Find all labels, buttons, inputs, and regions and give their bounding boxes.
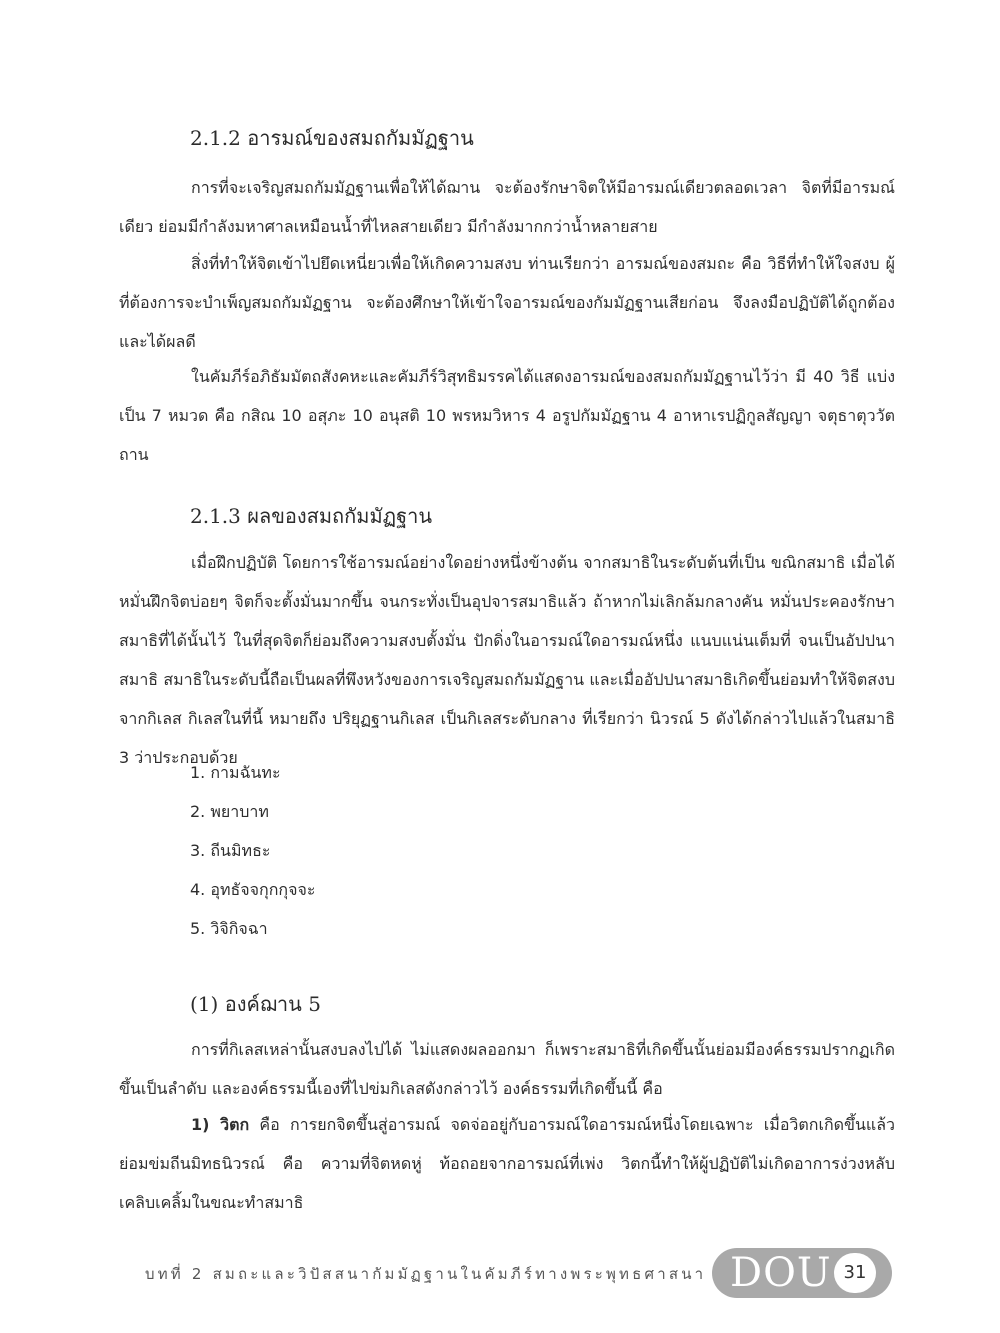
paragraph: สิ่งที่ทำให้จิตเข้าไปยึดเหนี่ยวเพื่อให้เกิดความสงบ ท่านเรียกว่า อารมณ์ของสมถะ คือ วิธีที่ทำให้ใจสงบ ผู้ที่ต้องการจะบำเพ็ญสมถกัมมัฏฐาน จะต้องศึกษาให้เข้าใจอารมณ์ของกัมมัฏฐานเสียก่อน จึงลงมือปฏิบัติได้ถูกต้องและได้ผลดี: [119, 254, 895, 351]
list-item: 1. กามฉันทะ: [190, 763, 281, 782]
subsection-heading-jhana: (1) องค์ฌาน 5: [190, 992, 321, 1016]
section-heading-2-1-3: 2.1.3 ผลของสมถกัมมัฏฐาน: [190, 504, 433, 528]
paragraph: เมื่อฝึกปฏิบัติ โดยการใช้อารมณ์อย่างใดอย่างหนึ่งข้างต้น จากสมาธิในระดับต้นที่เป็น ขณิกสมาธิ เมื่อได้หมั่นฝึกจิตบ่อยๆ จิตก็จะตั้งมั่นมากขึ้น จนกระทั่งเป็นอุปจารสมาธิแล้ว ถ้าหากไม่เลิกล้มกลางคัน หมั่นประคองรักษาสมาธิที่ได้นั้นไว้ ในที่สุดจิตก็ย่อมถึงความสงบตั้งมั่น ปักดิ่งในอารมณ์ใดอารมณ์หนึ่ง แนบแน่นเต็มที่ จนเป็นอัปปนาสมาธิ สมาธิในระดับนี้ถือเป็นผลที่พึงหวังของการเจริญสมถกัมมัฏฐาน และเมื่ออัปปนาสมาธิเกิดขึ้นย่อมทำให้จิตสงบจากกิเลส กิเลสในที่นี้ หมายถึง ปริยุฏฐานกิเลส เป็นกิเลสระดับกลาง ที่เรียกว่า นิวรณ์ 5 ดังได้กล่าวไปแล้วในสมาธิ 3 ว่าประกอบด้วย: [119, 553, 895, 767]
list-item: 2. พยาบาท: [190, 802, 269, 821]
paragraph: การที่จะเจริญสมถกัมมัฏฐานเพื่อให้ได้ฌาน จะต้องรักษาจิตให้มีอารมณ์เดียวตลอดเวลา จิตที่มีอารมณ์เดียว ย่อมมีกำลังมหาศาลเหมือนน้ำที่ไหลสายเดียว มีกำลังมากกว่าน้ำหลายสาย: [119, 178, 895, 236]
paragraph: ในคัมภีร์อภิธัมมัตถสังคหะและคัมภีร์วิสุทธิมรรคได้แสดงอารมณ์ของสมถกัมมัฏฐานไว้ว่า มี 40 วิธี แบ่งเป็น 7 หมวด คือ กสิณ 10 อสุภะ 10 อนุสติ 10 พรหมวิหาร 4 อรูปกัมมัฏฐาน 4 อาหาเรปฏิกูลสัญญา จตุธาตุววัตถาน: [119, 367, 895, 464]
chapter-footer-title: บทที่ 2 สมถะและวิปัสสนากัมมัฏฐานในคัมภีร์ทางพระพุทธศาสนา: [145, 1265, 707, 1283]
paragraph: [119, 1105, 895, 1222]
page-badge: [712, 1248, 892, 1298]
hindrances-list: [190, 757, 315, 952]
list-item: 5. วิจิกิจฉา: [190, 919, 268, 938]
term-vitakka: 1) วิตก: [191, 1115, 250, 1134]
section-heading-2-1-2: 2.1.2 อารมณ์ของสมถกัมมัฏฐาน: [190, 126, 474, 150]
list-item: 4. อุทธัจจกุกกุจจะ: [190, 880, 316, 899]
term-definition: คือ การยกจิตขึ้นสู่อารมณ์ จดจ่ออยู่กับอารมณ์ใดอารมณ์หนึ่งโดยเฉพาะ เมื่อวิตกเกิดขึ้นแล้ว ย่อมข่มถีนมิทธนิวรณ์ คือ ความที่จิตหดหู่ ท้อถอยจากอารมณ์ที่เพ่ง วิตกนี้ทำให้ผู้ปฏิบัติไม่เกิดอาการง่วงหลับ เคลิบเคลิ้มในขณะทำสมาธิ: [119, 1115, 896, 1212]
paragraph: การที่กิเลสเหล่านั้นสงบลงไปได้ ไม่แสดงผลออกมา ก็เพราะสมาธิที่เกิดขึ้นนั้นย่อมมีองค์ธรรมปรากฏเกิดขึ้นเป็นลำดับ และองค์ธรรมนี้เองที่ไปข่มกิเลสดังกล่าวไว้ องค์ธรรมที่เกิดขึ้นนี้ คือ: [119, 1040, 895, 1098]
dou-logo: DOU: [730, 1250, 832, 1296]
list-item: 3. ถีนมิทธะ: [190, 841, 271, 860]
page-number: 31: [834, 1253, 876, 1293]
